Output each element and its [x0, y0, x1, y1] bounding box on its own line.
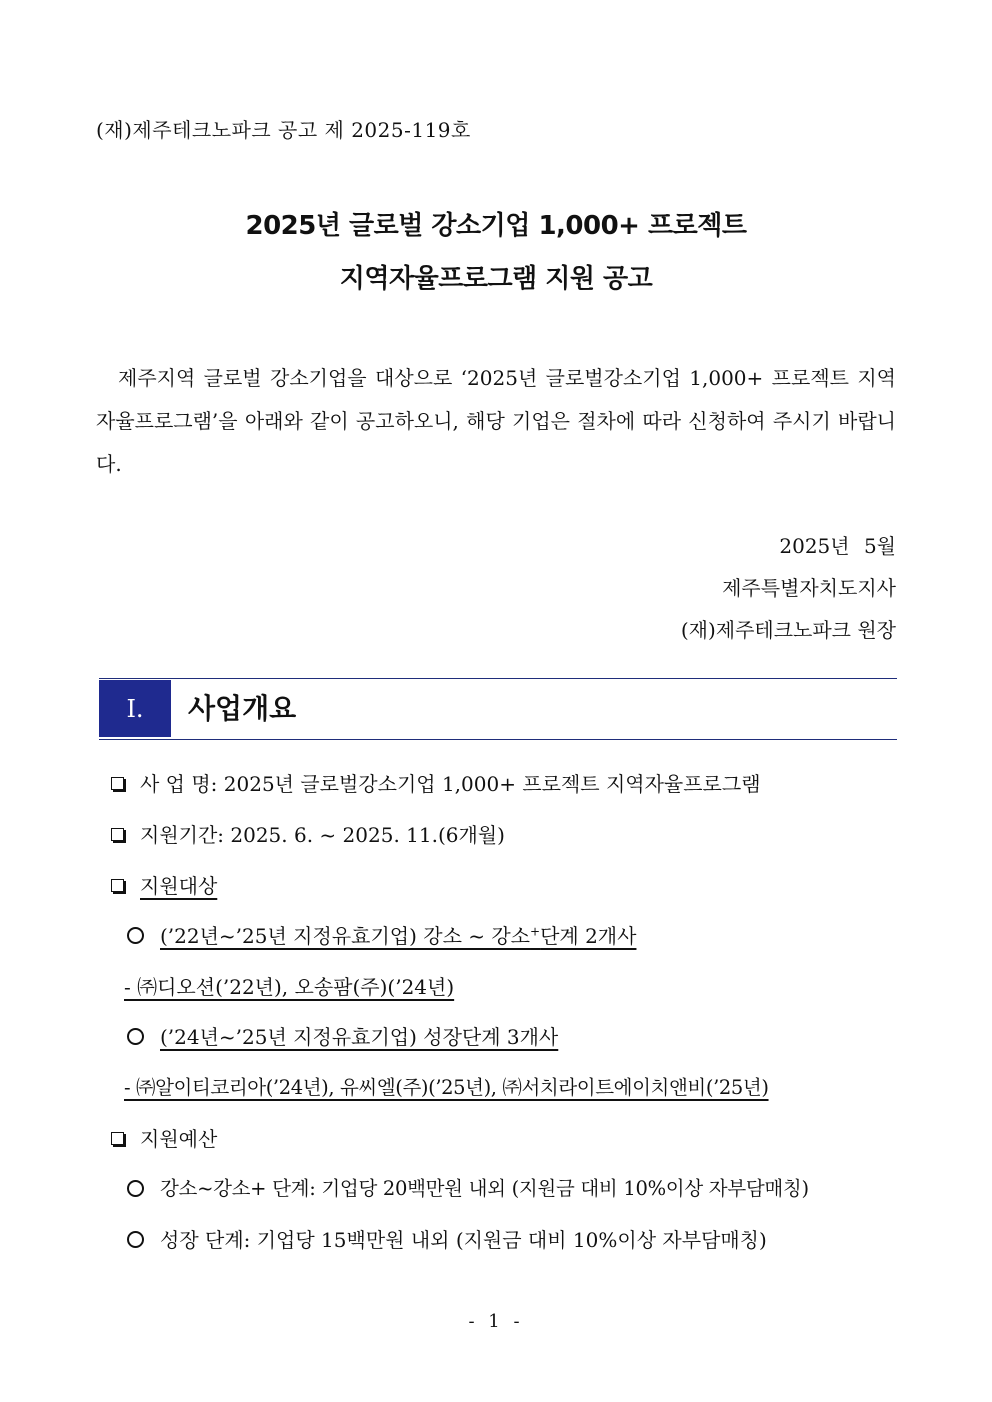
- target2-detail-text: - ㈜알이티코리아(’24년), 유씨엘(주)(’25년), ㈜서치라이트에이치앤비(’25년): [124, 1076, 769, 1099]
- intro-text: 제주지역 글로벌 강소기업을 대상으로 ‘2025년 글로벌강소기업 1,000+ 프로젝트 지역자율프로그램’을 아래와 같이 공고하오니, 해당 기업은 절차에 따라 신청하여 주시기 바랍니다.: [96, 366, 896, 476]
- item-budget2: [127, 1224, 767, 1253]
- circle-bullet-icon: [127, 927, 144, 944]
- target-heading-text: 지원대상: [140, 874, 218, 898]
- project-name-text: 사 업 명: 2025년 글로벌강소기업 1,000+ 프로젝트 지역자율프로그램: [140, 772, 761, 796]
- target1-text: (’22년~’25년 지정유효기업) 강소 ~ 강소: [160, 924, 531, 948]
- item-target1: [127, 920, 636, 949]
- section-number-box: [99, 680, 171, 737]
- item-period: [111, 819, 505, 848]
- square-bullet-icon: [111, 1132, 124, 1145]
- signature-date: 2025년 5월: [779, 534, 896, 558]
- target1-superscript: +: [530, 924, 541, 939]
- signature-organization: (재)제주테크노파크 원장: [680, 618, 896, 642]
- item-target2-detail: [124, 1072, 769, 1100]
- circle-bullet-icon: [127, 1231, 144, 1248]
- budget2-text: 성장 단계: 기업당 15백만원 내외 (지원금 대비 10%이상 자부담매칭): [160, 1228, 767, 1252]
- square-bullet-icon: [111, 879, 124, 892]
- item-target-heading: [111, 870, 217, 899]
- section-bottom-rule: [99, 739, 897, 740]
- item-project-name: [111, 768, 761, 797]
- target1-detail-text: - ㈜디오션(’22년), 오송팜(주)(’24년): [124, 975, 455, 999]
- circle-bullet-icon: [127, 1180, 144, 1197]
- document-title-line1: 2025년 글로벌 강소기업 1,000+ 프로젝트: [245, 211, 747, 241]
- square-bullet-icon: [111, 828, 124, 841]
- section-top-rule: [99, 678, 897, 679]
- item-target1-detail: [124, 971, 454, 1000]
- signature-governor: 제주특별자치도지사: [722, 576, 896, 600]
- notice-number: (재)제주테크노파크 공고 제 2025-119호: [96, 118, 471, 142]
- item-budget1: [127, 1173, 809, 1201]
- page-number: - 1 -: [468, 1311, 524, 1332]
- square-bullet-icon: [111, 777, 124, 790]
- target1-label: [160, 920, 636, 949]
- target1-tail: 단계 2개사: [540, 924, 637, 948]
- item-target2: [127, 1021, 558, 1050]
- budget1-text: 강소~강소+ 단계: 기업당 20백만원 내외 (지원금 대비 10%이상 자부담매칭): [160, 1177, 809, 1200]
- period-text: 지원기간: 2025. 6. ~ 2025. 11.(6개월): [140, 823, 505, 847]
- section-title: 사업개요: [188, 692, 297, 725]
- intro-paragraph: [96, 357, 896, 486]
- section-number: Ⅰ.: [126, 694, 144, 723]
- budget-heading-text: 지원예산: [140, 1127, 218, 1151]
- document-title-line2: 지역자율프로그램 지원 공고: [339, 264, 653, 294]
- target2-text: (’24년~’25년 지정유효기업) 성장단계 3개사: [160, 1025, 559, 1049]
- item-budget-heading: [111, 1123, 217, 1152]
- circle-bullet-icon: [127, 1028, 144, 1045]
